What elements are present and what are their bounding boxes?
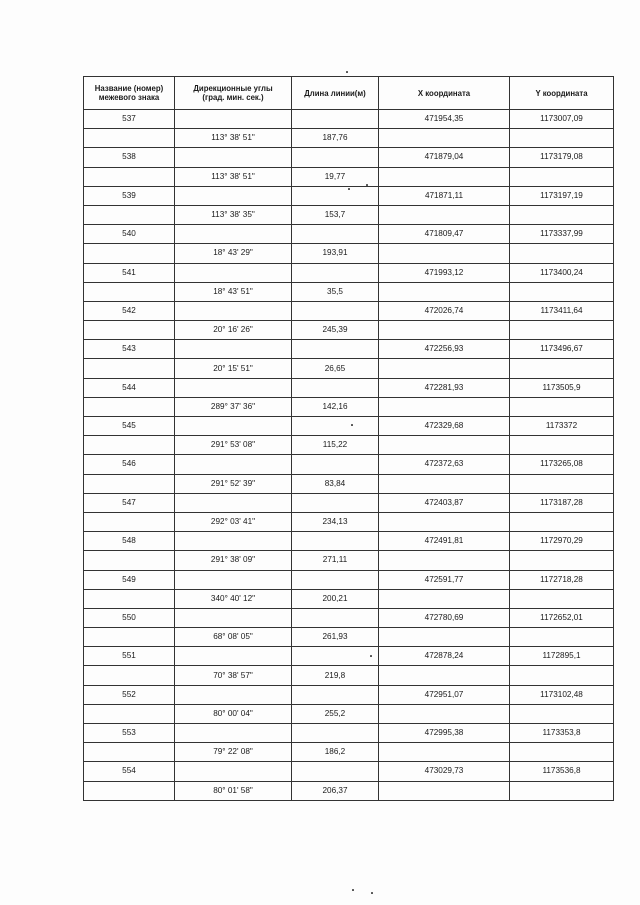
cell-y-coordinate	[510, 512, 614, 531]
cell-point-name	[84, 666, 175, 685]
cell-line-length	[292, 340, 379, 359]
cell-point-name	[84, 282, 175, 301]
cell-y-coordinate	[510, 551, 614, 570]
cell-x-coordinate: 471879,04	[379, 148, 510, 167]
cell-x-coordinate	[379, 743, 510, 762]
cell-point-name	[84, 129, 175, 148]
cell-y-coordinate	[510, 129, 614, 148]
cell-point-name: 554	[84, 762, 175, 781]
cell-line-length: 153,7	[292, 205, 379, 224]
cell-point-name	[84, 397, 175, 416]
cell-point-name	[84, 628, 175, 647]
cell-x-coordinate	[379, 589, 510, 608]
cell-x-coordinate: 472372,63	[379, 455, 510, 474]
cell-line-length	[292, 148, 379, 167]
cell-point-name: 553	[84, 724, 175, 743]
cell-bearing	[175, 110, 292, 129]
cell-bearing: 68° 08' 05"	[175, 628, 292, 647]
cell-point-name: 542	[84, 301, 175, 320]
table-row	[84, 570, 614, 589]
cell-point-name: 539	[84, 186, 175, 205]
cell-x-coordinate: 473029,73	[379, 762, 510, 781]
table-row	[84, 608, 614, 627]
header-x-coordinate: X координата	[379, 77, 510, 110]
cell-y-coordinate: 1173007,09	[510, 110, 614, 129]
cell-line-length	[292, 762, 379, 781]
cell-x-coordinate	[379, 321, 510, 340]
scan-speck	[371, 892, 373, 894]
cell-bearing	[175, 455, 292, 474]
cell-point-name	[84, 167, 175, 186]
cell-line-length: 219,8	[292, 666, 379, 685]
cell-x-coordinate: 472281,93	[379, 378, 510, 397]
cell-x-coordinate	[379, 436, 510, 455]
cell-point-name	[84, 551, 175, 570]
cell-bearing: 20° 15' 51"	[175, 359, 292, 378]
cell-y-coordinate: 1173337,99	[510, 225, 614, 244]
table-row	[84, 417, 614, 436]
cell-bearing	[175, 570, 292, 589]
cell-x-coordinate: 472951,07	[379, 685, 510, 704]
cell-y-coordinate	[510, 321, 614, 340]
cell-y-coordinate: 1173496,67	[510, 340, 614, 359]
cell-line-length: 35,5	[292, 282, 379, 301]
cell-y-coordinate: 1173372	[510, 417, 614, 436]
cell-point-name: 549	[84, 570, 175, 589]
cell-line-length	[292, 263, 379, 282]
cell-bearing: 79° 22' 08"	[175, 743, 292, 762]
cell-point-name	[84, 436, 175, 455]
cell-bearing: 113° 38' 51"	[175, 167, 292, 186]
cell-y-coordinate	[510, 167, 614, 186]
table-header-row	[84, 77, 614, 110]
table-row	[84, 474, 614, 493]
cell-y-coordinate: 1173265,08	[510, 455, 614, 474]
table-row	[84, 359, 614, 378]
table-row	[84, 129, 614, 148]
cell-bearing	[175, 263, 292, 282]
header-bearing: Дирекционные углы (град. мин. сек.)	[175, 77, 292, 110]
cell-point-name: 550	[84, 608, 175, 627]
cell-bearing: 18° 43' 29"	[175, 244, 292, 263]
cell-y-coordinate	[510, 436, 614, 455]
cell-y-coordinate	[510, 359, 614, 378]
cell-line-length	[292, 455, 379, 474]
cell-bearing	[175, 378, 292, 397]
cell-line-length	[292, 570, 379, 589]
cell-bearing: 113° 38' 35"	[175, 205, 292, 224]
cell-line-length: 255,2	[292, 704, 379, 723]
table-row	[84, 282, 614, 301]
table-row	[84, 205, 614, 224]
cell-y-coordinate: 1172895,1	[510, 647, 614, 666]
cell-line-length: 271,11	[292, 551, 379, 570]
cell-bearing	[175, 493, 292, 512]
cell-point-name	[84, 589, 175, 608]
cell-point-name: 552	[84, 685, 175, 704]
cell-y-coordinate: 1173102,48	[510, 685, 614, 704]
cell-bearing: 340° 40' 12"	[175, 589, 292, 608]
table-row	[84, 493, 614, 512]
cell-y-coordinate	[510, 474, 614, 493]
cell-bearing: 289° 37' 36"	[175, 397, 292, 416]
table-row	[84, 244, 614, 263]
cell-x-coordinate: 472026,74	[379, 301, 510, 320]
scan-speck	[366, 184, 368, 186]
cell-x-coordinate: 472878,24	[379, 647, 510, 666]
cell-y-coordinate: 1173536,8	[510, 762, 614, 781]
scan-speck	[351, 424, 353, 426]
table-row	[84, 263, 614, 282]
cell-y-coordinate: 1173505,9	[510, 378, 614, 397]
cell-x-coordinate	[379, 512, 510, 531]
cell-bearing	[175, 225, 292, 244]
cell-x-coordinate: 472329,68	[379, 417, 510, 436]
table-row	[84, 666, 614, 685]
cell-point-name: 540	[84, 225, 175, 244]
cell-point-name	[84, 781, 175, 800]
cell-x-coordinate	[379, 129, 510, 148]
cell-point-name: 543	[84, 340, 175, 359]
cell-bearing	[175, 532, 292, 551]
cell-bearing	[175, 340, 292, 359]
table-body	[84, 110, 614, 801]
cell-bearing	[175, 301, 292, 320]
cell-y-coordinate	[510, 743, 614, 762]
header-line-length: Длина линии(м)	[292, 77, 379, 110]
table-row	[84, 436, 614, 455]
cell-bearing: 20° 16' 26"	[175, 321, 292, 340]
table-row	[84, 148, 614, 167]
table-row	[84, 589, 614, 608]
cell-point-name	[84, 474, 175, 493]
cell-point-name	[84, 205, 175, 224]
cell-y-coordinate	[510, 244, 614, 263]
table-row	[84, 321, 614, 340]
cell-bearing	[175, 186, 292, 205]
cell-y-coordinate	[510, 628, 614, 647]
cell-x-coordinate	[379, 167, 510, 186]
cell-line-length	[292, 608, 379, 627]
table-row	[84, 110, 614, 129]
table-row	[84, 647, 614, 666]
cell-bearing	[175, 417, 292, 436]
cell-x-coordinate	[379, 205, 510, 224]
cell-line-length	[292, 186, 379, 205]
cell-bearing	[175, 762, 292, 781]
table-row	[84, 397, 614, 416]
cell-point-name: 547	[84, 493, 175, 512]
cell-x-coordinate: 472403,87	[379, 493, 510, 512]
cell-y-coordinate	[510, 397, 614, 416]
cell-point-name: 548	[84, 532, 175, 551]
table-row	[84, 628, 614, 647]
table-row	[84, 685, 614, 704]
cell-bearing: 80° 01' 58"	[175, 781, 292, 800]
cell-line-length: 187,76	[292, 129, 379, 148]
cell-y-coordinate: 1172718,28	[510, 570, 614, 589]
cell-y-coordinate: 1173197,19	[510, 186, 614, 205]
cell-bearing	[175, 608, 292, 627]
cell-point-name: 537	[84, 110, 175, 129]
cell-line-length	[292, 647, 379, 666]
cell-bearing: 291° 52' 39"	[175, 474, 292, 493]
cell-line-length: 115,22	[292, 436, 379, 455]
cell-line-length	[292, 532, 379, 551]
cell-x-coordinate: 472491,81	[379, 532, 510, 551]
cell-line-length	[292, 378, 379, 397]
cell-line-length	[292, 685, 379, 704]
cell-line-length	[292, 110, 379, 129]
cell-point-name: 541	[84, 263, 175, 282]
header-y-coordinate: Y координата	[510, 77, 614, 110]
cell-line-length: 200,21	[292, 589, 379, 608]
table-row	[84, 704, 614, 723]
scan-speck	[370, 655, 372, 657]
cell-point-name: 545	[84, 417, 175, 436]
cell-line-length	[292, 417, 379, 436]
cell-line-length: 245,39	[292, 321, 379, 340]
cell-line-length	[292, 724, 379, 743]
cell-line-length: 142,16	[292, 397, 379, 416]
table-row	[84, 455, 614, 474]
cell-x-coordinate	[379, 244, 510, 263]
cell-y-coordinate: 1173411,64	[510, 301, 614, 320]
table-row	[84, 167, 614, 186]
cell-line-length: 261,93	[292, 628, 379, 647]
cell-line-length: 193,91	[292, 244, 379, 263]
cell-point-name	[84, 321, 175, 340]
table-row	[84, 225, 614, 244]
cell-y-coordinate: 1173187,28	[510, 493, 614, 512]
cell-x-coordinate: 472256,93	[379, 340, 510, 359]
cell-bearing	[175, 724, 292, 743]
cell-line-length	[292, 225, 379, 244]
cell-x-coordinate	[379, 397, 510, 416]
cell-x-coordinate	[379, 704, 510, 723]
cell-y-coordinate	[510, 666, 614, 685]
cell-bearing	[175, 647, 292, 666]
scan-speck	[348, 188, 350, 190]
table-row	[84, 378, 614, 397]
scan-speck	[352, 889, 354, 891]
header-point-name: Название (номер) межевого знака	[84, 77, 175, 110]
table-row	[84, 301, 614, 320]
cell-y-coordinate: 1173179,08	[510, 148, 614, 167]
table-row	[84, 340, 614, 359]
table-row	[84, 551, 614, 570]
cell-bearing	[175, 685, 292, 704]
cell-y-coordinate	[510, 205, 614, 224]
cell-x-coordinate: 471871,11	[379, 186, 510, 205]
table-row	[84, 724, 614, 743]
boundary-points-table	[83, 76, 614, 801]
cell-bearing: 18° 43' 51"	[175, 282, 292, 301]
cell-point-name: 551	[84, 647, 175, 666]
cell-point-name: 544	[84, 378, 175, 397]
cell-x-coordinate	[379, 781, 510, 800]
cell-x-coordinate: 472591,77	[379, 570, 510, 589]
cell-line-length	[292, 493, 379, 512]
cell-line-length: 26,65	[292, 359, 379, 378]
cell-x-coordinate	[379, 282, 510, 301]
cell-y-coordinate: 1173400,24	[510, 263, 614, 282]
cell-point-name: 546	[84, 455, 175, 474]
table-row	[84, 743, 614, 762]
cell-bearing	[175, 148, 292, 167]
cell-x-coordinate	[379, 666, 510, 685]
cell-point-name	[84, 244, 175, 263]
cell-point-name	[84, 359, 175, 378]
cell-x-coordinate: 471993,12	[379, 263, 510, 282]
cell-x-coordinate	[379, 359, 510, 378]
scan-speck	[346, 71, 348, 73]
cell-line-length: 206,37	[292, 781, 379, 800]
cell-y-coordinate: 1173353,8	[510, 724, 614, 743]
cell-x-coordinate: 472995,38	[379, 724, 510, 743]
cell-line-length	[292, 301, 379, 320]
cell-x-coordinate: 472780,69	[379, 608, 510, 627]
table-row	[84, 762, 614, 781]
table-row	[84, 781, 614, 800]
cell-bearing: 70° 38' 57"	[175, 666, 292, 685]
cell-point-name	[84, 743, 175, 762]
cell-y-coordinate	[510, 781, 614, 800]
cell-x-coordinate	[379, 474, 510, 493]
cell-x-coordinate	[379, 628, 510, 647]
cell-y-coordinate: 1172652,01	[510, 608, 614, 627]
cell-point-name	[84, 512, 175, 531]
cell-line-length: 234,13	[292, 512, 379, 531]
cell-bearing: 292° 03' 41"	[175, 512, 292, 531]
cell-bearing: 80° 00' 04"	[175, 704, 292, 723]
cell-y-coordinate	[510, 704, 614, 723]
cell-line-length: 83,84	[292, 474, 379, 493]
cell-y-coordinate	[510, 282, 614, 301]
cell-bearing: 291° 38' 09"	[175, 551, 292, 570]
cell-line-length: 19,77	[292, 167, 379, 186]
cell-x-coordinate: 471954,35	[379, 110, 510, 129]
cell-x-coordinate: 471809,47	[379, 225, 510, 244]
cell-y-coordinate: 1172970,29	[510, 532, 614, 551]
cell-x-coordinate	[379, 551, 510, 570]
cell-bearing: 113° 38' 51"	[175, 129, 292, 148]
table-row	[84, 532, 614, 551]
cell-bearing: 291° 53' 08"	[175, 436, 292, 455]
table-row	[84, 512, 614, 531]
cell-line-length: 186,2	[292, 743, 379, 762]
cell-y-coordinate	[510, 589, 614, 608]
cell-point-name: 538	[84, 148, 175, 167]
cell-point-name	[84, 704, 175, 723]
